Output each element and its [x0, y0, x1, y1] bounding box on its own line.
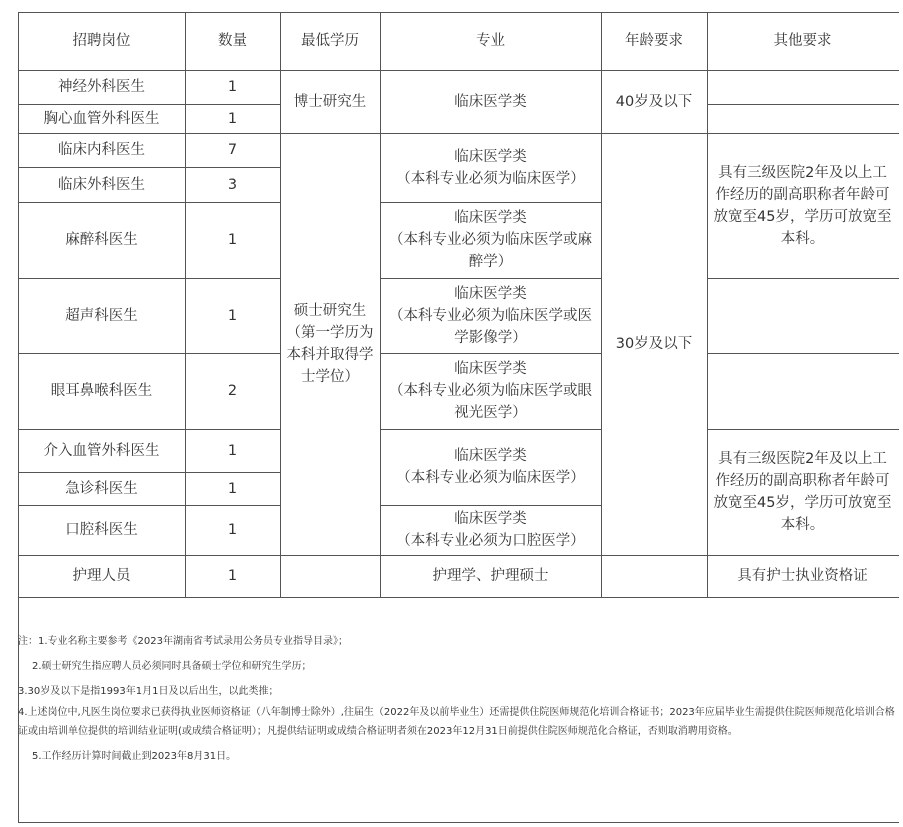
education-master [280, 133, 380, 555]
other-requirement-cell-line: 具有三级医院2年及以上工 [718, 451, 887, 467]
count-cell: 1 [227, 480, 238, 497]
age-cell: 30岁及以下 [615, 336, 693, 352]
major-cell-line: 醉学） [468, 254, 513, 270]
other-requirement-cell-line: 放宽至45岁，学历可放宽至 [713, 208, 892, 225]
grid-line [707, 104, 899, 105]
note-2: 2.硕士研究生指应聘人员必须同时具备硕士学位和研究生学历； [32, 661, 312, 672]
age-cell: 40岁及以下 [615, 93, 693, 110]
other-requirement-cell-line: 放宽至45岁，学历可放宽至 [713, 495, 892, 511]
education-master-line: 士学位） [301, 369, 359, 385]
education-master-line: （第一学历为 [286, 325, 374, 341]
position-cell: 护理人员 [72, 568, 131, 584]
major-cell-line: （本科专业必须为临床医学或眼 [389, 383, 592, 399]
note-1: 注：1.专业名称主要参考《2023年湖南省考试录用公务员专业指导目录》； [18, 636, 348, 647]
major-cell [380, 278, 601, 353]
major-cell-line: （本科专业必须为口腔医学） [396, 533, 585, 549]
count-cell: 1 [227, 307, 238, 324]
position-cell: 胸心血管外科医生 [43, 110, 160, 127]
other-requirement-cell-line: 作经历的副高职称者年龄可 [715, 473, 890, 489]
major-cell-line: 临床医学类 [454, 511, 527, 527]
header-cell-5: 其他要求 [773, 33, 832, 49]
count-cell: 1 [227, 232, 238, 248]
major-cell: 护理学、护理硕士 [432, 568, 549, 584]
major-cell-line: （本科专业必须为临床医学或医 [389, 307, 592, 324]
major-cell: 临床医学类 [454, 93, 527, 110]
grid-line [707, 353, 899, 354]
other-requirement-cell [707, 133, 898, 278]
grid-line [707, 278, 899, 279]
major-cell-line: （本科专业必须为临床医学或麻 [389, 232, 592, 248]
other-requirement-cell: 具有护士执业资格证 [737, 568, 868, 584]
header-cell-4: 年龄要求 [625, 33, 683, 49]
major-cell-line: （本科专业必须为临床医学） [396, 170, 585, 187]
count-cell: 1 [227, 522, 238, 538]
major-cell [380, 429, 601, 505]
education-doctor: 博士研究生 [293, 93, 367, 110]
major-cell-line: 学影像学） [454, 329, 527, 346]
position-cell: 临床外科医生 [58, 176, 145, 193]
count-cell: 7 [227, 142, 238, 158]
position-cell: 眼耳鼻喉科医生 [50, 383, 153, 399]
position-cell: 急诊科医生 [65, 480, 138, 497]
note-4: 4.上述岗位中,凡医生岗位要求已获得执业医师资格证（八年制博士除外）,往届生（2022年及以前毕业生）还需提供住院医师规范化培训合格证书；2023年应届毕业生需提供住院医师规范化培训合格证或由培训单位提供的培训结业证明(或成绩合格证明）；凡提供结证明或成绩合格证明者须在2023年12月31日前提供住院医师规范化合格证，否则取消聘用资格。 [18, 707, 895, 737]
notes-box-bottom [18, 822, 899, 823]
position-cell: 临床内科医生 [58, 142, 145, 158]
position-cell: 超声科医生 [65, 307, 138, 324]
position-cell: 口腔科医生 [65, 522, 138, 538]
other-requirement-cell-line: 作经历的副高职称者年龄可 [715, 186, 890, 203]
education-empty [280, 555, 380, 597]
header-cell-1: 数量 [218, 33, 247, 49]
major-cell-line: 临床医学类 [454, 448, 527, 464]
header-cell-2: 最低学历 [301, 33, 359, 49]
education-master-line: 本科并取得学 [286, 347, 374, 363]
other-requirement-cell-line: 具有三级医院2年及以上工 [718, 164, 887, 181]
major-cell-line: 临床医学类 [454, 285, 527, 302]
position-cell: 神经外科医生 [58, 79, 145, 95]
major-cell-line: 临床医学类 [454, 148, 527, 165]
count-cell: 1 [227, 568, 238, 584]
other-requirement-cell [707, 429, 898, 555]
count-cell: 1 [227, 79, 238, 95]
header-cell-3: 专业 [476, 33, 505, 49]
table-bottom-border [18, 597, 899, 598]
position-cell: 麻醉科医生 [65, 232, 138, 248]
major-cell [380, 353, 601, 429]
other-requirement-cell-line: 本科。 [780, 230, 825, 247]
position-cell: 介入血管外科医生 [43, 442, 160, 459]
major-cell-line: 视光医学） [454, 405, 527, 421]
notes-section [18, 632, 898, 766]
major-cell [380, 133, 601, 202]
major-cell-line: 临床医学类 [454, 361, 527, 377]
count-cell: 1 [227, 442, 238, 459]
count-cell: 2 [227, 383, 238, 399]
count-cell: 3 [227, 176, 238, 193]
major-cell [380, 505, 601, 555]
major-cell [380, 202, 601, 278]
count-cell: 1 [227, 110, 238, 127]
note-5: 5.工作经历计算时间截止到2023年8月31日。 [32, 751, 237, 762]
major-cell-line: （本科专业必须为临床医学） [396, 470, 585, 486]
header-cell-0: 招聘岗位 [72, 33, 131, 49]
major-cell-line: 临床医学类 [454, 210, 527, 226]
note-3: 3.30岁及以下是指1993年1月1日及以后出生，以此类推； [18, 686, 279, 697]
education-master-line: 硕士研究生 [293, 303, 367, 319]
other-requirement-cell-line: 本科。 [780, 517, 825, 533]
